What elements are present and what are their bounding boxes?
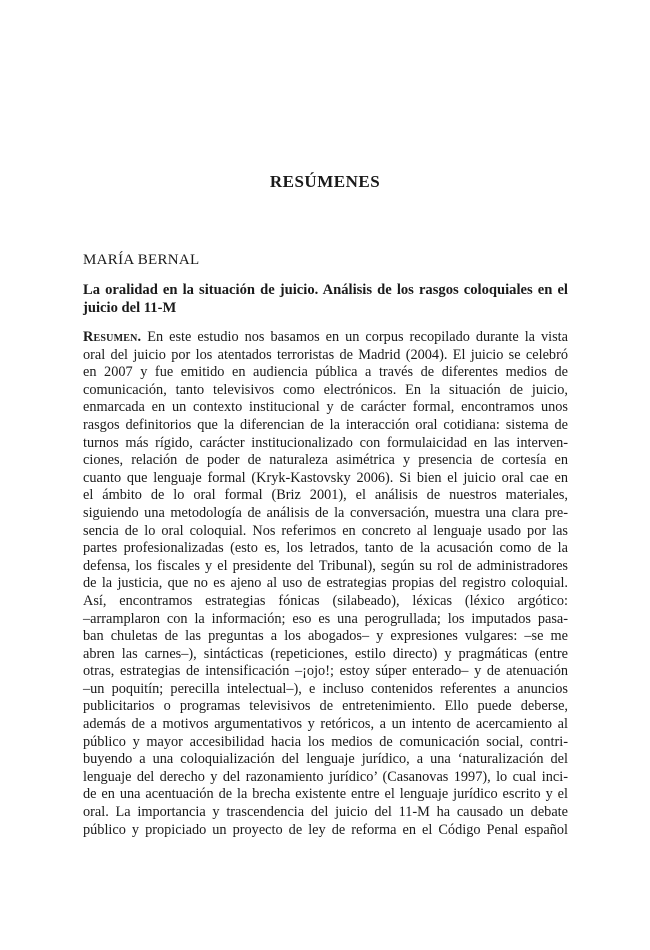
article-title-line: La oralidad en la situación de juicio. Análisis de los rasgos coloquiales en el bbox=[83, 282, 568, 298]
abstract-label: Resumen. bbox=[83, 329, 142, 345]
abstract-line: turnos más rígido, carácter institucionalizado con formulaicidad en las interven- bbox=[83, 434, 568, 451]
abstract-line: siguiendo una metodología de análisis de la conversación, muestra una clara pre- bbox=[83, 504, 568, 521]
article-title-line: juicio del 11-M bbox=[83, 300, 177, 316]
abstract-line bbox=[83, 329, 568, 347]
abstract-line: comunicación, tanto televisivos como electrónicos. En la situación de juicio, bbox=[83, 381, 568, 398]
abstract-line: partes profesionalizadas (esto es, los letrados, tanto de la acusación como de la bbox=[83, 540, 568, 557]
abstract-line: público y mayor accesibilidad hacia los medios de comunicación social, contri- bbox=[83, 733, 568, 750]
abstract-line: oral. La importancia y trascendencia del juicio del 11-M ha causado un debate bbox=[83, 804, 568, 821]
abstract-line: oral del juicio por los atentados terroristas de Madrid (2004). El juicio se celebró bbox=[83, 346, 568, 363]
abstract-line: sencia de lo oral coloquial. Nos referimos en concreto al lenguaje usado por las bbox=[83, 522, 568, 539]
abstract-line-text: En este estudio nos basamos en un corpus recopilado durante la vista bbox=[147, 329, 568, 345]
author-name: MARÍA BERNAL bbox=[83, 252, 200, 268]
abstract-line: de la justicia, que no es ajeno al uso de estrategias propias del registro coloquial. bbox=[83, 575, 568, 592]
abstract-line: ciones, relación de poder de naturaleza asimétrica y presencia de cortesía en bbox=[83, 452, 568, 469]
abstract-line: abren las carnes–), sintácticas (repeticiones, estilo directo) y pragmáticas (entre bbox=[83, 645, 568, 662]
abstract-line: cuanto que lenguaje formal (Kryk-Kastovsky 2006). Si bien el juicio oral cae en bbox=[83, 469, 568, 486]
abstract-line: defensa, los fiscales y el presidente del Tribunal), según su rol de administradores bbox=[83, 557, 568, 574]
abstract-line: además de a motivos argumentativos y retóricos, a un intento de acercamiento al bbox=[83, 716, 568, 733]
abstract-line: otras, estrategias de intensificación –¡ojo!; estoy súper enterado– y de atenuación bbox=[83, 663, 568, 680]
abstract-line: –un poquitín; perecilla intelectual–), e incluso contenidos referentes a anuncios bbox=[83, 680, 568, 697]
abstract-line: buyendo a una coloquialización del lenguaje jurídico, a una ‘naturalización del bbox=[83, 751, 568, 768]
abstract-line: ban chuletas de las preguntas a los abogados– y expresiones vulgares: –se me bbox=[83, 628, 568, 645]
abstract-line: público y propiciado un proyecto de ley de reforma en el Código Penal español bbox=[83, 821, 568, 838]
abstract-line: rasgos definitorios que la diferencian de la interacción oral cotidiana: sistema de bbox=[83, 416, 568, 433]
article-title bbox=[83, 281, 568, 317]
abstract-line: de en una acentuación de la brecha existente entre el lenguaje jurídico escrito y el bbox=[83, 786, 568, 803]
abstract-line: lenguaje del derecho y del razonamiento jurídico’ (Casanovas 1997), lo cual inci- bbox=[83, 768, 568, 785]
abstract-line: Así, encontramos estrategias fónicas (silabeado), léxicas (léxico argótico: bbox=[83, 592, 568, 609]
abstract-body bbox=[83, 329, 568, 839]
abstract-line: enmarcada en un contexto institucional y de carácter formal, encontramos unos bbox=[83, 399, 568, 416]
abstract-line: –arramplaron con la información; eso es una perogrullada; los imputados pasa- bbox=[83, 610, 568, 627]
abstract-line: en 2007 y fue emitido en audiencia pública a través de diferentes medios de bbox=[83, 364, 568, 381]
abstract-line: publicitarios o programas televisivos de entretenimiento. Ello puede deberse, bbox=[83, 698, 568, 715]
abstract-line: el ámbito de lo oral formal (Briz 2001), el análisis de nuestros materiales, bbox=[83, 487, 568, 504]
section-heading: RESÚMENES bbox=[269, 172, 381, 191]
